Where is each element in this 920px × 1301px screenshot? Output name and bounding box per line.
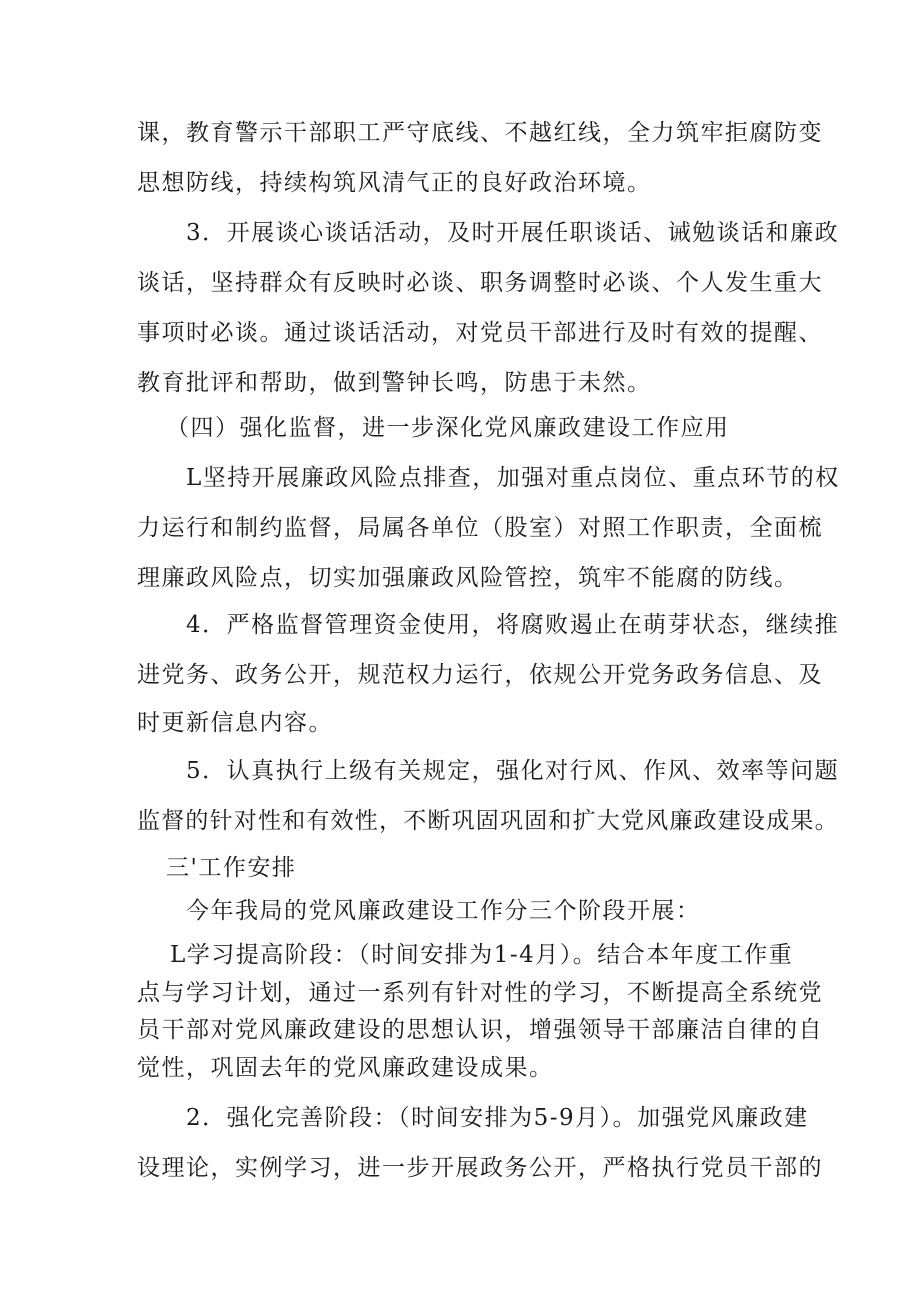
text-line: 4．严格监督管理资金使用，将腐败遏止在萌芽状态，继续推 [186, 612, 840, 638]
text-line: 理廉政风险点，切实加强廉政风险管控，筑牢不能腐的防线。 [137, 565, 799, 591]
text-line: L学习提高阶段：（时间安排为1-4月）。结合本年度工作重 [170, 942, 794, 968]
text-line: 5．认真执行上级有关规定，强化对行风、作风、效率等问题 [186, 758, 840, 784]
text-line: 设理论，实例学习，进一步开展政务公开，严格执行党员干部的 [137, 1155, 823, 1181]
text-line: 教育批评和帮助，做到警钟长鸣，防患于未然。 [137, 370, 652, 396]
text-line: 事项时必谈。通过谈话活动，对党员干部进行及时有效的提醒、 [137, 320, 823, 346]
text-line: 员干部对党风廉政建设的思想认识，增强领导干部廉洁自律的自 [137, 1017, 823, 1043]
section-heading: 三'工作安排 [166, 855, 297, 881]
text-line: 力运行和制约监督，局属各单位（股室）对照工作职责，全面梳 [137, 515, 823, 541]
text-line: 3．开展谈心谈话活动，及时开展任职谈话、诫勉谈话和廉政 [186, 220, 840, 246]
text-line: 点与学习计划，通过一系列有针对性的学习，不断提高全系统党 [137, 980, 823, 1006]
text-line: 监督的针对性和有效性，不断巩固巩固和扩大党风廉政建设成果。 [137, 808, 839, 834]
text-line: 课，教育警示干部职工严守底线、不越红线，全力筑牢拒腐防变 [137, 120, 823, 146]
text-line: 思想防线，持续构筑风清气正的良好政治环境。 [137, 170, 652, 196]
text-line: 进党务、政务公开，规范权力运行，依规公开党务政务信息、及 [137, 662, 823, 688]
text-line: 时更新信息内容。 [137, 710, 333, 736]
text-line: 2．强化完善阶段：（时间安排为5-9月）。加强党风廉政建 [186, 1105, 809, 1131]
section-heading: （四）强化监督，进一步深化党风廉政建设工作应用 [166, 415, 730, 441]
text-line: 今年我局的党风廉政建设工作分三个阶段开展： [186, 898, 701, 924]
text-line: L坚持开展廉政风险点排查，加强对重点岗位、重点环节的权 [186, 465, 840, 491]
text-line: 觉性，巩固去年的党风廉政建设成果。 [137, 1055, 554, 1081]
text-line: 谈话，坚持群众有反映时必谈、职务调整时必谈、个人发生重大 [137, 270, 823, 296]
